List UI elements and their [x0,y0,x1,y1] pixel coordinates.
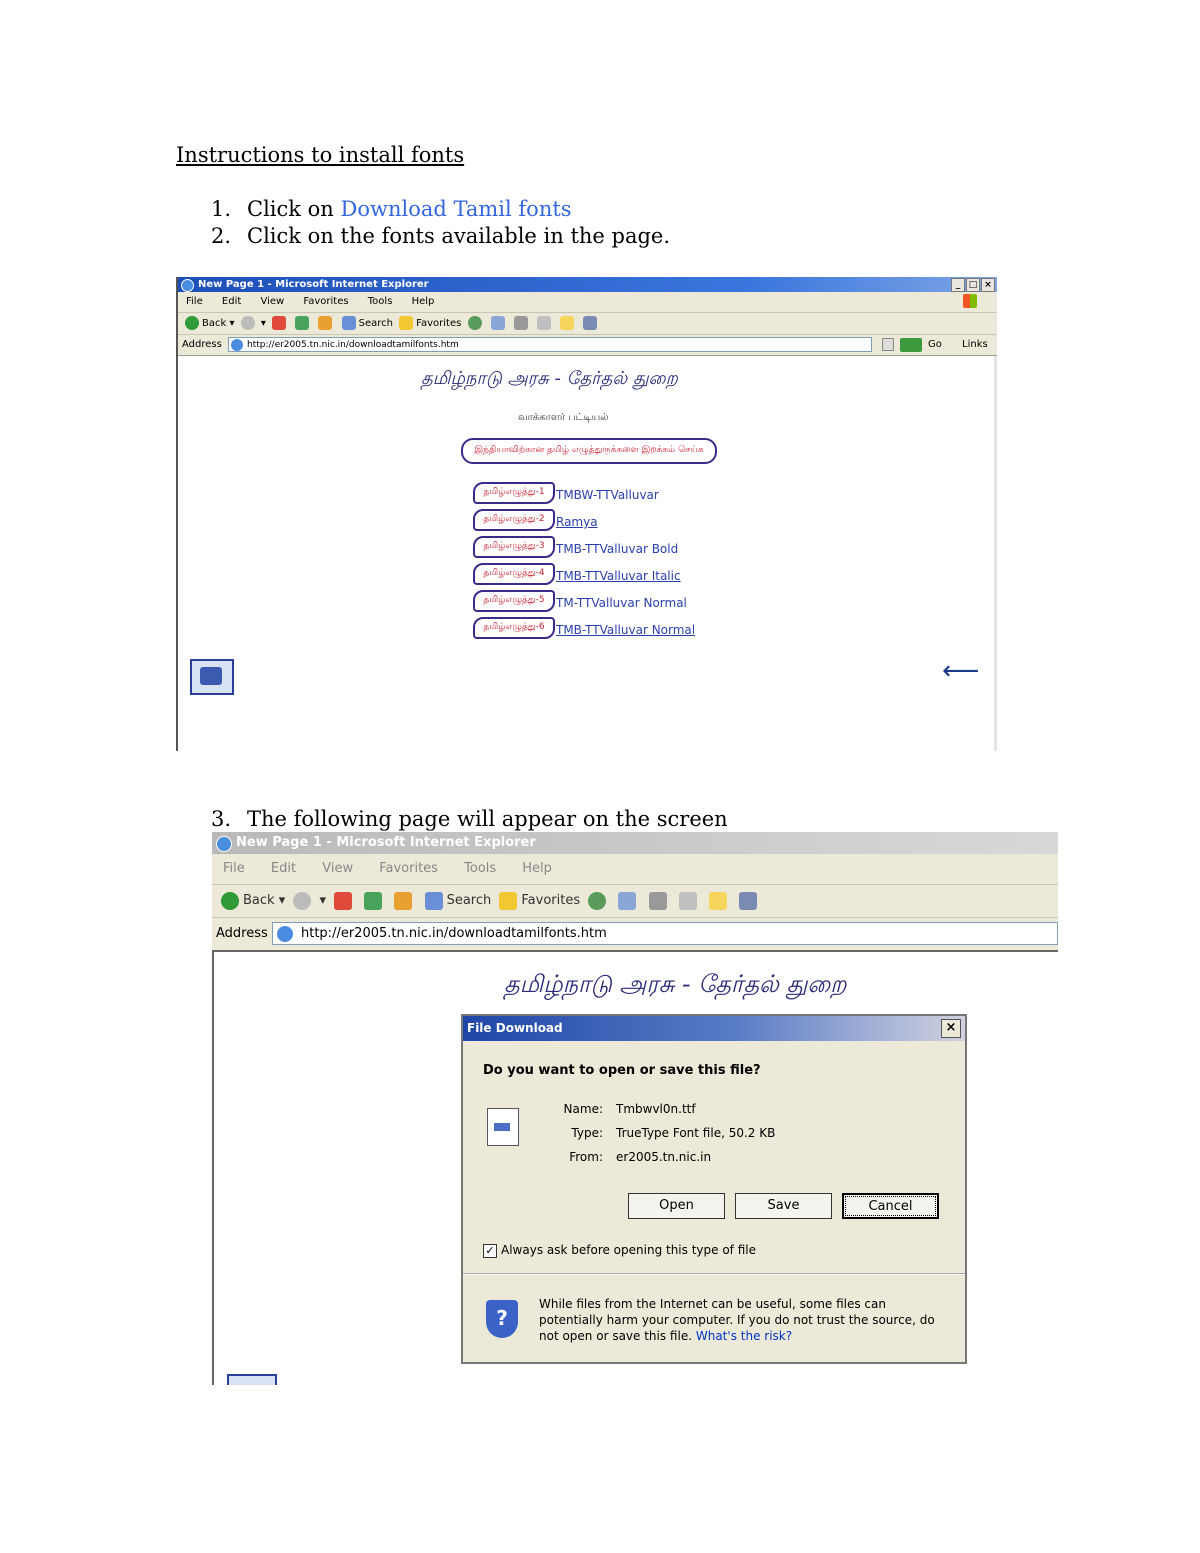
close-icon[interactable]: × [981,278,995,292]
menu-view[interactable]: View [322,861,354,876]
forward-arrow-icon[interactable] [293,892,311,910]
security-warning [539,1296,949,1344]
file-name: Tmbwvl0n.ttf [616,1102,696,1116]
dialog-title-bar [463,1016,965,1041]
favorites-button[interactable]: Favorites [521,893,581,908]
step-text: Click on [247,197,341,221]
home-icon[interactable] [394,892,412,910]
edit-icon[interactable] [679,892,697,910]
go-button[interactable]: Go [928,339,942,350]
divider [463,1273,965,1275]
font-link[interactable]: TM-TTValluvar Normal [556,596,687,610]
mail-icon[interactable] [618,892,636,910]
menu-file[interactable]: File [223,861,245,876]
menu-tools[interactable]: Tools [367,296,393,307]
open-button[interactable]: Open [628,1193,725,1219]
font-badge[interactable]: தமிழ்எழுத்து-4 [473,563,555,585]
stop-icon[interactable] [334,892,352,910]
list-item [473,590,773,617]
back-arrow-icon[interactable]: ⟵ [942,656,980,686]
menu-favorites[interactable]: Favorites [379,861,438,876]
dialog-question: Do you want to open or save this file? [483,1063,761,1078]
chevron-down-icon[interactable] [882,338,894,351]
ie-icon [181,279,194,292]
menu-edit[interactable]: Edit [221,296,242,307]
print-icon[interactable] [649,892,667,910]
name-label: Name: [563,1102,603,1116]
address-label: Address [182,339,222,350]
back-button[interactable]: Back [243,893,275,908]
links-button[interactable]: Links [962,339,988,350]
list-item [473,617,773,644]
refresh-icon[interactable] [364,892,382,910]
always-ask-label: Always ask before opening this type of file [501,1243,756,1257]
step-1 [211,197,572,221]
step-3 [211,807,728,831]
go-arrow-icon[interactable] [900,338,922,352]
address-input[interactable] [228,337,872,352]
step-text: The following page will appear on the screen [247,807,728,831]
dialog-title: File Download [467,1021,563,1035]
search-button[interactable]: Search [358,318,393,329]
menu-favorites[interactable]: Favorites [303,296,349,307]
toolbar: Back ▾ ▾ Search Favorites [212,885,1058,918]
favorites-star-icon[interactable] [399,316,413,330]
font-link[interactable]: Ramya [556,515,598,529]
step-number: 1. [211,197,232,221]
always-ask-row [483,1243,756,1258]
address-label: Address [216,926,268,941]
stop-icon[interactable] [272,316,286,330]
history-icon[interactable] [468,316,482,330]
home-page-icon[interactable] [227,1374,277,1385]
page-icon [277,926,293,942]
maximize-icon[interactable]: □ [966,278,980,292]
favorites-button[interactable]: Favorites [416,318,462,329]
font-link[interactable]: TMB-TTValluvar Italic [556,569,681,583]
warning-text: While files from the Internet can be useful, some files can potentially harm your computer. If you do not trust the source, do not open or save this file. [539,1297,935,1343]
font-badge[interactable]: தமிழ்எழுத்து-2 [473,509,555,531]
file-type: TrueType Font file, 50.2 KB [616,1126,776,1140]
back-arrow-icon[interactable] [185,316,199,330]
messenger-icon[interactable] [739,892,757,910]
font-link[interactable]: TMB-TTValluvar Bold [556,542,679,556]
ie-icon [216,836,232,852]
font-link[interactable]: TMB-TTValluvar Normal [556,623,696,637]
step-number: 3. [211,807,232,831]
list-item [473,536,773,563]
step-text: Click on the fonts available in the page. [247,224,671,248]
window-title-bar [212,832,1058,854]
browser-screenshot-file-download [212,832,1058,1385]
font-link[interactable]: TMBW-TTValluvar [556,488,659,502]
risk-link[interactable]: What's the risk? [695,1329,793,1343]
close-icon[interactable]: × [941,1019,961,1038]
web-page-content [212,952,1058,1385]
download-banner[interactable]: இந்தியாவிற்கான தமிழ் எழுத்துருக்களை இறக்கம் செய்க [461,438,717,464]
list-item [473,563,773,590]
from-label: From: [569,1150,603,1164]
minimize-icon[interactable]: _ [951,278,965,292]
home-page-icon[interactable] [190,659,234,695]
font-badge[interactable]: தமிழ்எழுத்து-6 [473,617,555,639]
home-icon[interactable] [318,316,332,330]
download-tamil-fonts-link[interactable]: Download Tamil fonts [340,197,572,221]
windows-logo-icon [963,294,977,308]
search-icon[interactable] [425,892,443,910]
font-badge[interactable]: தமிழ்எழுத்து-5 [473,590,555,612]
save-button[interactable]: Save [735,1193,832,1219]
forward-arrow-icon[interactable] [241,316,255,330]
messenger-icon[interactable] [583,316,597,330]
refresh-icon[interactable] [295,316,309,330]
page-title: தமிழ்நாடு அரசு - தேர்தல் துறை [421,368,678,389]
back-arrow-icon[interactable] [221,892,239,910]
menu-help[interactable]: Help [522,861,552,876]
mail-icon[interactable] [491,316,505,330]
toolbar: Back ▾ ▾ Search Favorites [178,313,997,335]
security-shield-icon: ? [486,1300,518,1338]
list-item [473,482,773,509]
cancel-button[interactable]: Cancel [842,1193,939,1219]
menu-view[interactable]: View [260,296,285,307]
file-download-dialog [461,1014,967,1364]
menu-bar [178,292,997,313]
type-label: Type: [571,1126,603,1140]
menu-bar [212,854,1058,885]
search-icon[interactable] [342,316,356,330]
edit-icon[interactable] [537,316,551,330]
address-bar [212,918,1058,952]
page-subtitle: வாக்காளர் பட்டியல் [518,412,609,423]
back-button[interactable]: Back [202,318,227,329]
window-title: New Page 1 - Microsoft Internet Explorer [198,279,429,290]
address-input[interactable] [272,922,1058,945]
always-ask-checkbox[interactable]: ✓ [483,1244,497,1258]
menu-tools[interactable]: Tools [464,861,497,876]
scrollbar[interactable] [994,356,997,751]
window-title-bar [178,277,997,292]
instructions-heading: Instructions to install fonts [176,143,465,167]
file-source: er2005.tn.nic.in [616,1150,712,1164]
favorites-star-icon[interactable] [499,892,517,910]
font-badge[interactable]: தமிழ்எழுத்து-3 [473,536,555,558]
menu-file[interactable]: File [186,296,203,307]
print-icon[interactable] [514,316,528,330]
history-icon[interactable] [588,892,606,910]
page-title: தமிழ்நாடு அரசு - தேர்தல் துறை [504,970,847,998]
step-number: 2. [211,224,232,248]
browser-screenshot-fonts-page [176,277,997,751]
step-2 [211,224,670,248]
folder-icon[interactable] [560,316,574,330]
font-badge[interactable]: தமிழ்எழுத்து-1 [473,482,555,504]
folder-icon[interactable] [709,892,727,910]
list-item [473,509,773,536]
menu-help[interactable]: Help [411,296,435,307]
window-title: New Page 1 - Microsoft Internet Explorer [236,835,536,850]
font-list [473,482,773,644]
page-icon [231,339,243,351]
address-url: http://er2005.tn.nic.in/downloadtamilfonts.htm [301,926,607,941]
menu-edit[interactable]: Edit [270,861,297,876]
web-page-content [178,356,997,751]
address-bar [178,335,997,356]
address-url: http://er2005.tn.nic.in/downloadtamilfonts.htm [247,340,459,350]
search-button[interactable]: Search [446,893,492,908]
window-controls [950,278,995,293]
